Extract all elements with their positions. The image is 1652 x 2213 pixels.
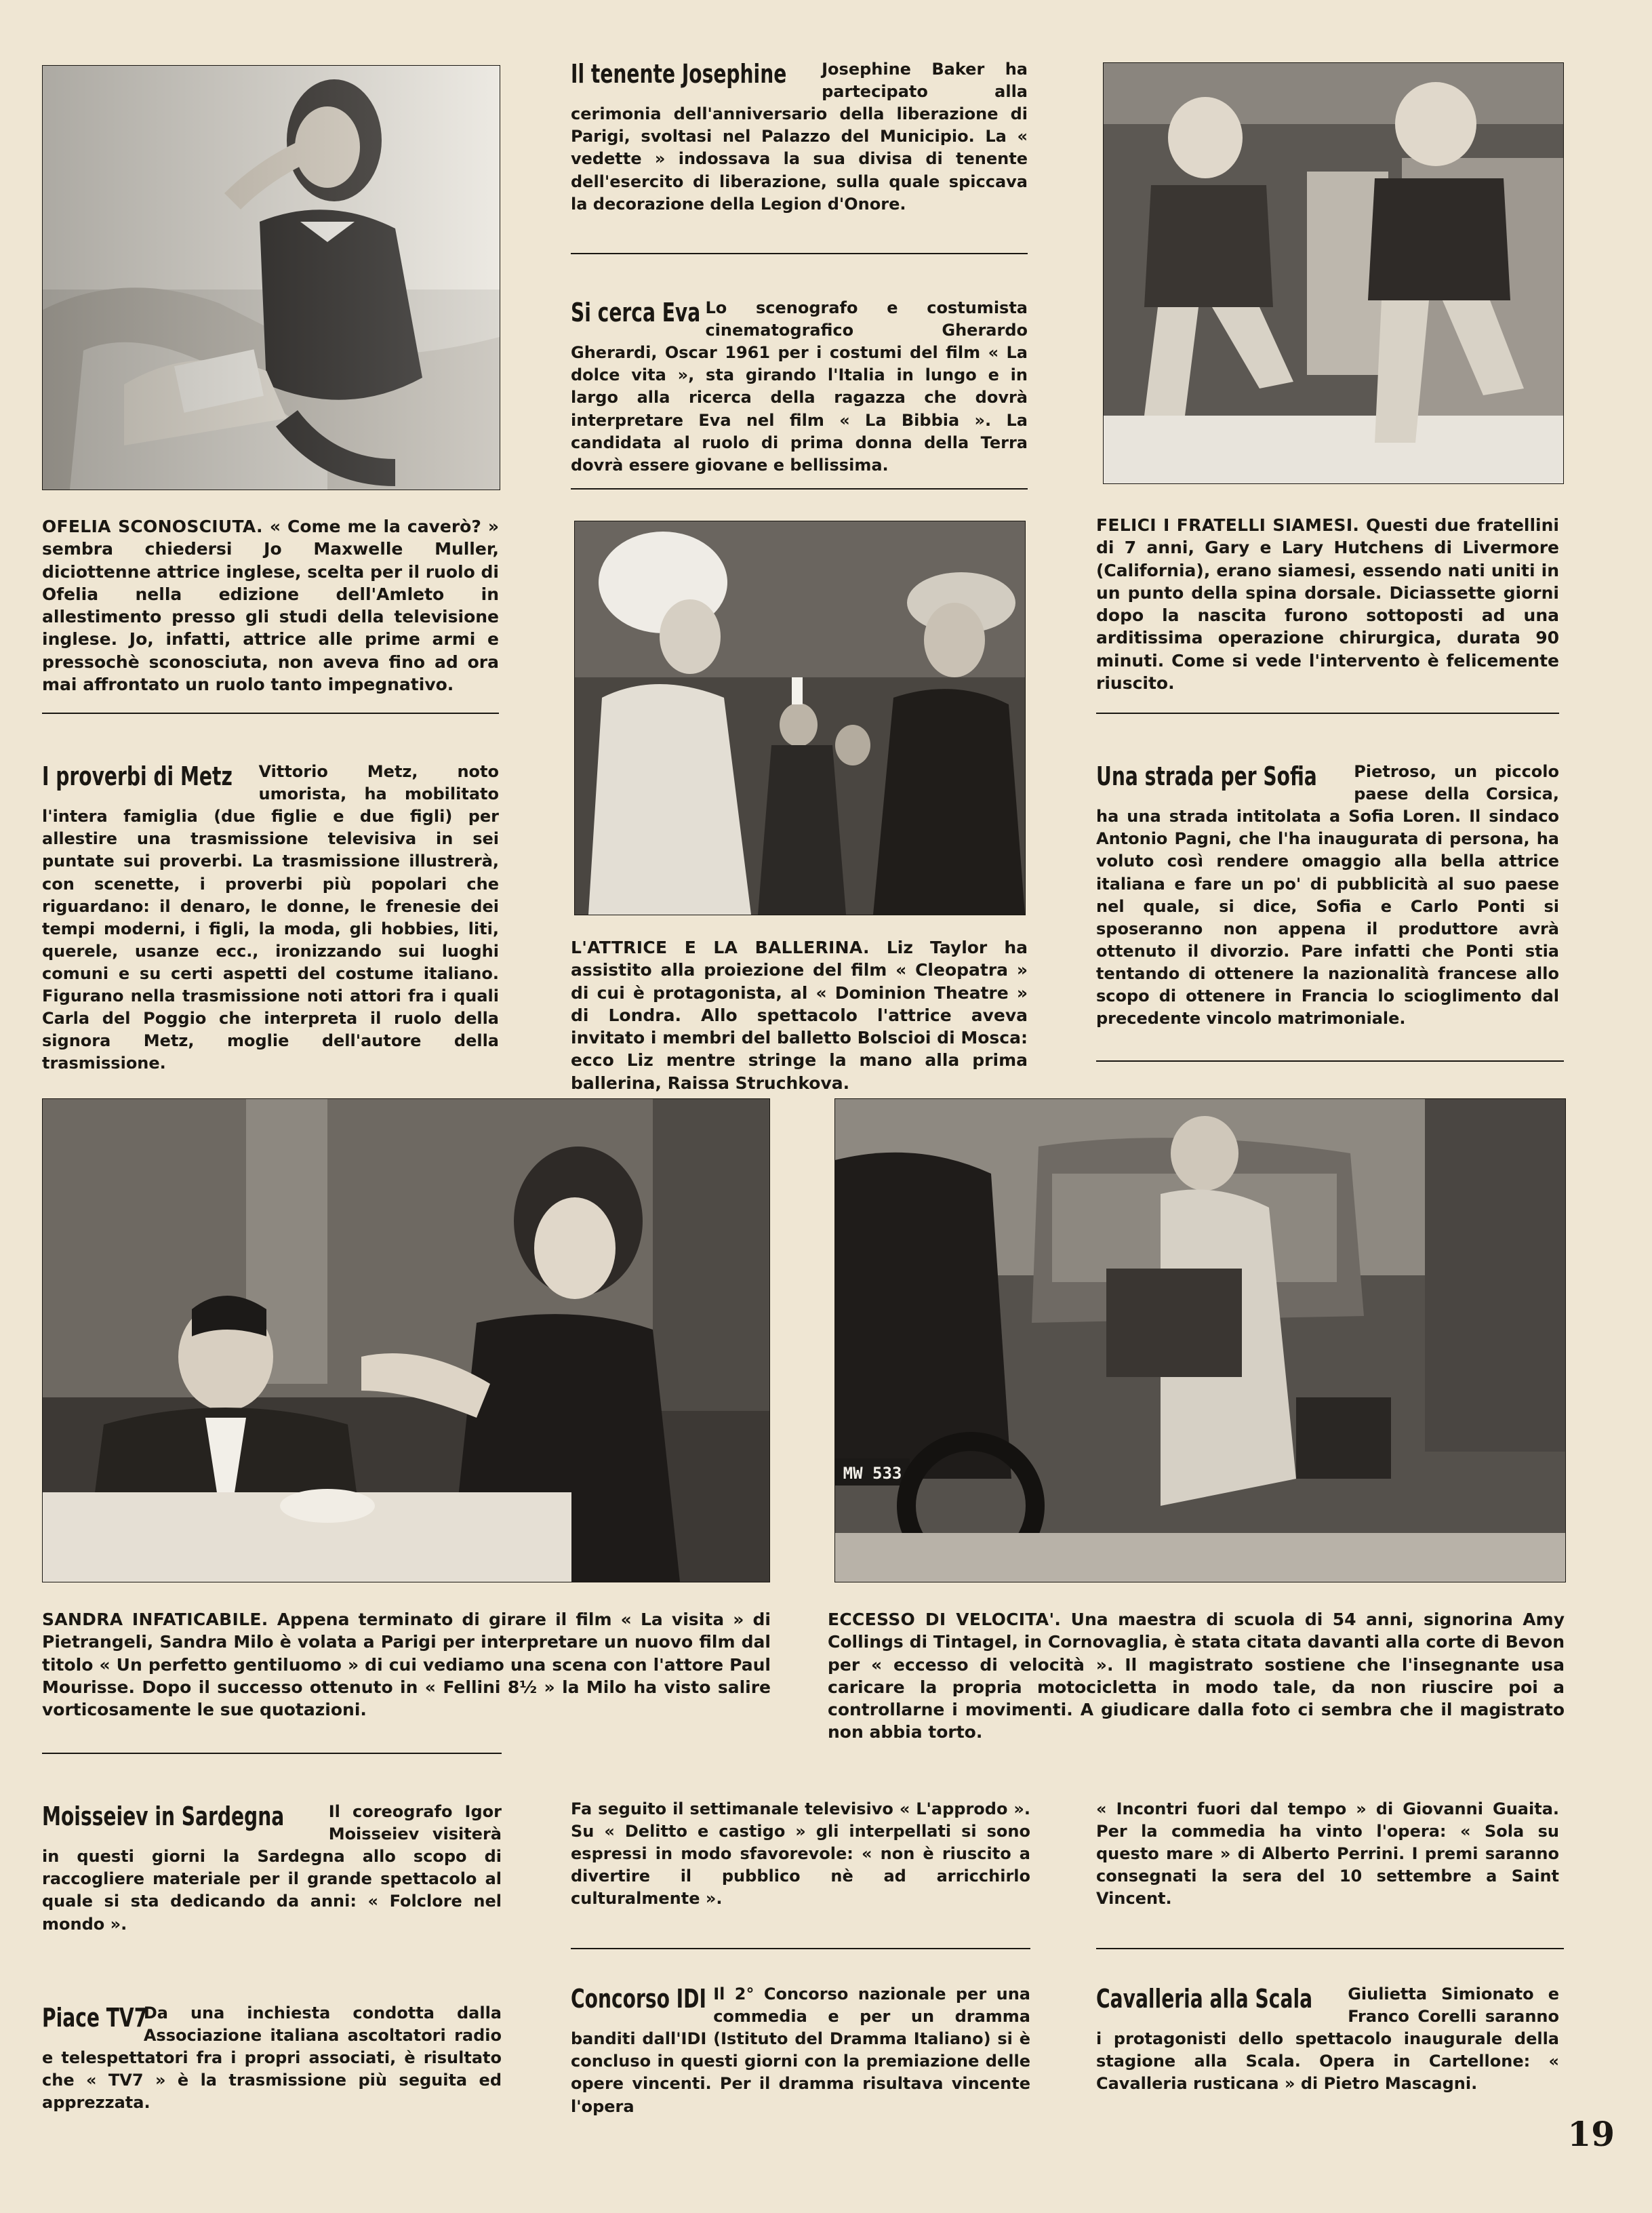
article-headline: Piace TV7 — [42, 2003, 148, 2033]
article-eva — [571, 297, 1028, 477]
caption-sandra — [42, 1608, 771, 1721]
article-headline: I proverbi di Metz — [42, 761, 233, 791]
article-headline: Si cerca Eva — [571, 298, 701, 327]
photo-attrice-ballerina — [574, 521, 1026, 915]
article-headline: Concorso IDI — [571, 1984, 706, 2014]
caption-velocita — [828, 1608, 1565, 1744]
caption-ballerina — [571, 936, 1028, 1094]
photo-ofelia — [42, 65, 500, 490]
caption-siamesi — [1096, 514, 1559, 694]
article-scala — [1096, 1983, 1559, 2096]
article-josephine — [571, 58, 1028, 216]
article-body: Vittorio Metz, noto umorista, ha mobilitato l'intera famiglia (due figlie e due figli) per allestire una trasmissione televisiva in sei puntate sui proverbi. La trasmissione illustrerà, con scenette, i proverbi più popolari che riguardano: il denaro, le donne, le frenesie dei tempi moderni, i figli, la moda, gli hobbies, liti, querele, usanze ecc., ironizzando sui luoghi comuni e su certi aspetti del costume italiano. Figurano nella trasmissione noti attori fra i quali Carla del Poggio che interpreta il ruolo della signora Metz, moglie dell'autore della trasmissione. — [42, 762, 499, 1073]
article-body: Il coreografo Igor Moisseiev visiterà in questi giorni la Sardegna allo scopo di raccogliere materiale per il grande spettacolo al quale si sta dedicando da anni: « Folclore nel mondo ». — [42, 1802, 502, 1934]
article-headline: Moisseiev in Sardegna — [42, 1801, 285, 1831]
article-sofia — [1096, 761, 1559, 1030]
divider — [571, 253, 1028, 254]
caption-text: Una maestra di scuola di 54 anni, signorina Amy Collings di Tintagel, in Cornovaglia, è stata citata davanti alla corte di Bevon per « eccesso di velocità ». Il magistrato sostiene che l'insegnante usa caricare la propria motocicletta in modo tale, da non riuscire poi a controllarne i movimenti. A giudicare dalla foto ci sembra che il magistrato non abbia torto. — [828, 1610, 1565, 1742]
divider — [42, 713, 499, 714]
article-metz — [42, 761, 499, 1075]
caption-text: Liz Taylor ha assistito alla proiezione del film « Cleopatra » di cui è protagonista, al « Dominion Theatre » di Londra. Allo spettacolo l'attrice aveva invitato i membri del balletto Bolscioi di Mosca: ecco Liz mentre stringe la mano alla prima ballerina, Raissa Struchkova. — [571, 938, 1028, 1093]
article-body: Josephine Baker ha partecipato alla cerimonia dell'anniversario della liberazione di Parigi, svoltasi nel Palazzo del Municipio. La « vedette » indossava la sua divisa di tenente dell'esercito di liberazione, sulla quale spiccava la decorazione della Legion d'Onore. — [571, 60, 1028, 214]
article-body: « Incontri fuori dal tempo » di Giovanni Guaita. Per la commedia ha vinto l'opera: « Sola su questo mare » di Alberto Perrini. I premi saranno consegnati la sera del 10 settembre a Saint Vincent. — [1096, 1799, 1559, 1909]
divider — [571, 1948, 1030, 1949]
caption-text: Questi due fratellini di 7 anni, Gary e Lary Hutchens di Livermore (California), erano siamesi, essendo nati uniti in un punto della spina dorsale. Diciassette giorni dopo la nascita furono sottoposti ad una arditissima operazione chirurgica, durata 90 minuti. Come si vede l'intervento è felicemente riuscito. — [1096, 515, 1559, 693]
article-body: Il 2° Concorso nazionale per una commedia e per un dramma banditi dall'IDI (Istituto del Dramma Italiano) si è concluso in questi giorni con la premiazione delle opere vincenti. Per il dramma risultava vincente l'opera — [571, 1985, 1030, 2116]
article-headline: Cavalleria alla Scala — [1096, 1984, 1313, 2014]
divider — [1096, 1948, 1564, 1949]
article-idi — [571, 1983, 1030, 2118]
article-body: Fa seguito il settimanale televisivo « L'approdo ». Su « Delitto e castigo » gli interpellati si sono espressi in modo sfavorevole: « non è riuscito a divertire il pubblico nè ad arricchirlo culturalmente ». — [571, 1799, 1030, 1909]
photo-fratelli-siamesi — [1103, 62, 1564, 484]
article-headline: Una strada per Sofia — [1096, 761, 1317, 791]
plate-text: MW 533 — [843, 1464, 902, 1483]
article-body: Pietroso, un piccolo paese della Corsica, ha una strada intitolata a Sofia Loren. Il sindaco Antonio Pagni, che l'ha inaugurata di persona, ha voluto così rendere omaggio alla bella attrice italiana e fare un po' di pubblicità al suo paese nel quale, si dice, Sofia e Carlo Ponti si sposeranno non appena il produttore avrà ottenuto il divorzio. Pare infatti che Ponti stia tentando di ottenere la nazionalità francese allo scopo di ottenere in Francia lo scioglimento dal precedente vincolo matrimoniale. — [1096, 762, 1559, 1029]
caption-lead: SANDRA INFATICABILE. — [42, 1610, 268, 1629]
article-headline: Il tenente Josephine — [571, 59, 787, 89]
divider — [571, 488, 1028, 490]
article-approdo — [571, 1798, 1030, 1911]
article-tv7 — [42, 2002, 502, 2115]
article-incontri — [1096, 1798, 1559, 1911]
article-moisseiev — [42, 1801, 502, 1936]
article-body: Giulietta Simionato e Franco Corelli saranno i protagonisti dello spettacolo inaugurale della stagione alla Scala. Opera in Cartellone: « Cavalleria rusticana » di Pietro Mascagni. — [1096, 1985, 1559, 2094]
divider — [42, 1753, 502, 1754]
article-body: Da una inchiesta condotta dalla Associazione italiana ascoltatori radio e telespettatori fra i propri associati, è risultato che « TV7 » è la trasmissione più seguita ed apprezzata. — [42, 2003, 502, 2113]
page-number: 19 — [1567, 2114, 1615, 2154]
caption-ofelia — [42, 515, 499, 696]
photo-sandra-milo — [42, 1098, 770, 1582]
article-body: Lo scenografo e costumista cinematografico Gherardo Gherardi, Oscar 1961 per i costumi del film « La dolce vita », sta girando l'Italia in lungo e in largo alla ricerca della ragazza che dovrà interpretare Eva nel film « La Bibbia ». La candidata al ruolo di prima donna della Terra dovrà essere giovane e bellissima. — [571, 298, 1028, 475]
caption-text: Appena terminato di girare il film « La visita » di Pietrangeli, Sandra Milo è volata a Parigi per interpretare un nuovo film dal titolo « Un perfetto gentiluomo » di cui vediamo una scena con l'attore Paul Mourisse. Dopo il successo ottenuto in « Fellini 8½ » la Milo ha visto salire vorticosamente le sue quotazioni. — [42, 1610, 771, 1719]
photo-eccesso-velocita — [834, 1098, 1566, 1582]
caption-text: « Come me la caverò? » sembra chiedersi Jo Maxwelle Muller, diciottenne attrice inglese, scelta per il ruolo di Ofelia nella edizione dell'Amleto in allestimento presso gli studi della televisione inglese. Jo, infatti, attrice alle prime armi e pressochè sconosciuta, non aveva fino ad ora mai affrontato un ruolo tanto impegnativo. — [42, 517, 499, 694]
caption-lead: FELICI I FRATELLI SIAMESI. — [1096, 515, 1360, 535]
caption-lead: L'ATTRICE E LA BALLERINA. — [571, 938, 870, 957]
divider — [1096, 1060, 1564, 1062]
caption-lead: OFELIA SCONOSCIUTA. — [42, 517, 263, 536]
caption-lead: ECCESSO DI VELOCITA'. — [828, 1610, 1062, 1629]
divider — [1096, 713, 1559, 714]
